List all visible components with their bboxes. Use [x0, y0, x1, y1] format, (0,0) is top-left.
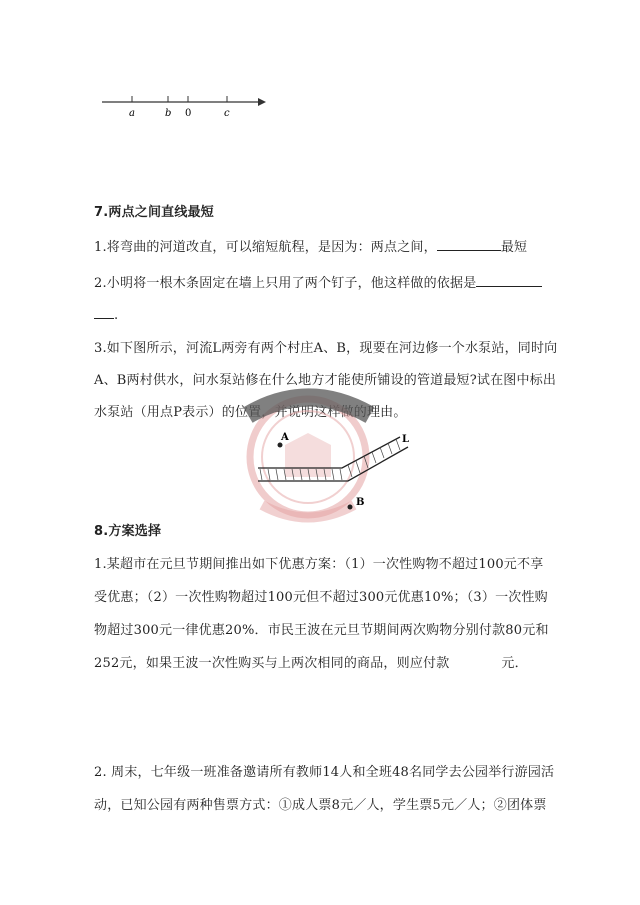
section8-q1-line2: 受优惠；（2）一次性购物超过100元但不超过300元优惠10%；（3）一次性购 — [94, 590, 548, 605]
section7-heading: 7.两点之间直线最短 — [94, 205, 214, 220]
point-B — [348, 505, 353, 510]
section8-q2-line2: 动，已知公园有两种售票方式：①成人票8元／人，学生票5元／人；②团体票 — [94, 798, 547, 813]
label-b: b — [165, 108, 172, 119]
q2-blank-cont — [94, 305, 114, 319]
section7-q3-line3: 水泵站（用点P表示）的位置，并说明这样做的理由。 — [94, 405, 407, 420]
q2-end: . — [114, 308, 119, 323]
section7-q3-line1: 3.如下图所示，河流L两旁有两个村庄A、B，现要在河边修一个水泵站，同时向 — [94, 341, 558, 356]
q8-1-text-before: 252元，如果王波一次性购买与上两次相同的商品，则应付款 — [94, 656, 450, 671]
number-line-figure — [90, 88, 270, 124]
q2-blank — [476, 273, 542, 287]
q1-text-before: 1.将弯曲的河道改直，可以缩短航程，是因为：两点之间， — [94, 240, 437, 255]
q8-1-text-after: 元． — [501, 656, 528, 671]
label-0: 0 — [185, 108, 192, 119]
section8-q2-line1: 2. 周末，七年级一班准备邀请所有教师14人和全班48名同学去公园举行游园活 — [94, 765, 555, 780]
section7-q1 — [94, 237, 527, 256]
section7-q2-cont — [94, 305, 118, 324]
label-a: a — [129, 108, 135, 119]
number-line-arrow — [258, 98, 266, 106]
label-A: A — [281, 432, 289, 443]
section7-q3-line2: A、B两村供水，问水泵站修在什么地方才能使所铺设的管道最短?试在图中标出 — [94, 373, 557, 388]
section8-q1-line3: 物超过300元一律优惠20%．市民王波在元旦节期间两次购物分别付款80元和 — [94, 623, 549, 638]
q1-blank — [437, 237, 501, 251]
point-A — [278, 443, 283, 448]
label-c: c — [224, 108, 230, 119]
q2-text: 2.小明将一根木条固定在墙上只用了两个钉子，他这样做的依据是 — [94, 276, 477, 291]
section7-q2 — [94, 273, 542, 292]
section8-q1-line1: 1.某超市在元旦节期间推出如下优惠方案：（1）一次性购物不超过100元不享 — [94, 557, 544, 572]
label-B: B — [356, 497, 365, 508]
river-diagram — [250, 425, 420, 520]
section8-q1-line4 — [94, 656, 528, 672]
section8-heading: 8.方案选择 — [94, 524, 162, 539]
label-L: L — [402, 434, 410, 445]
q1-text-after: 最短 — [500, 240, 528, 255]
